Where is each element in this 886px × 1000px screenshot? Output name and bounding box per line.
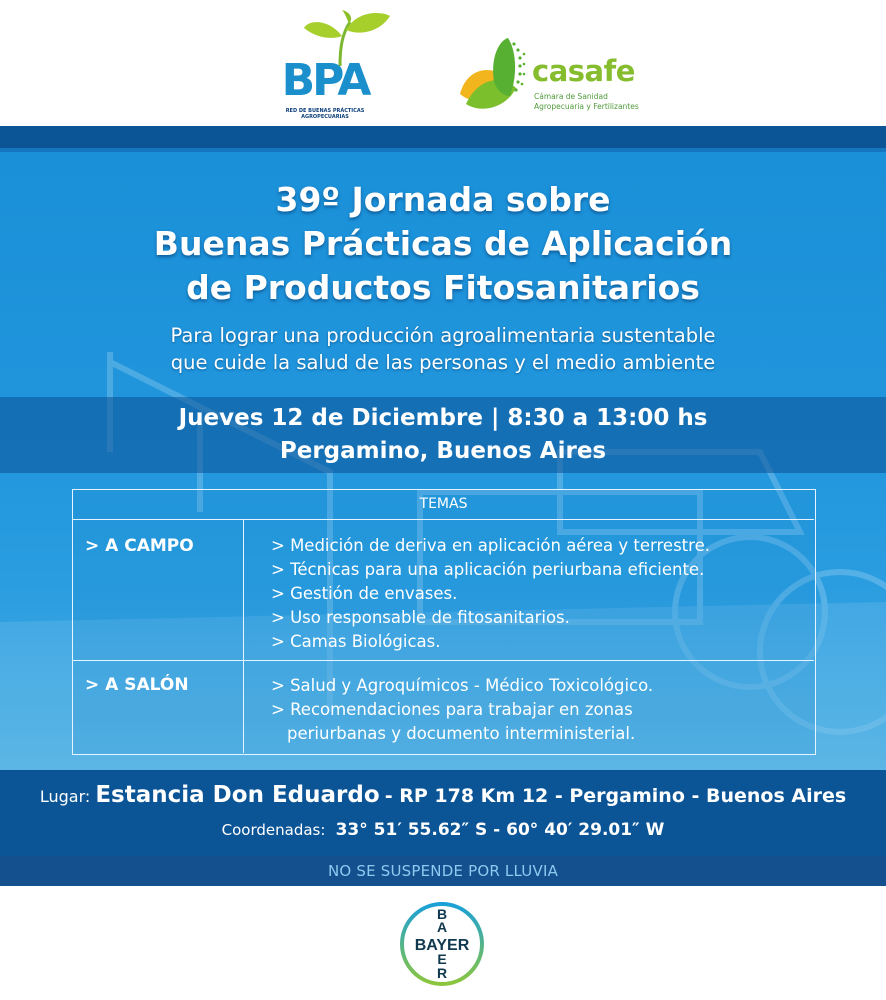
main-panel [0,152,886,770]
salon-topic-list [271,674,653,746]
list-item: > Técnicas para una aplicación periurbana eficiente. [271,560,705,579]
svg-text:R: R [436,965,448,981]
location-label: Lugar: [39,787,91,806]
campo-topic-list [271,534,710,654]
temas-table [72,489,816,755]
location-line [0,782,886,808]
logo-header [0,0,886,128]
subtitle-line-1: Para lograr una producción agroalimentaria sustentable [170,324,716,347]
svg-text:B: B [436,906,448,922]
row-divider [73,660,814,661]
event-city: Pergamino, Buenos Aires [279,438,607,464]
casafe-subtitle-line1: Cámara de Sanidad [534,92,608,101]
rain-notice: NO SE SUSPENDE POR LLUVIA [327,862,559,880]
title-line-1: 39º Jornada sobre [275,180,611,219]
casafe-leaf-icon [456,34,532,118]
list-item: > Camas Biológicas. [271,632,441,651]
list-item: > Uso responsable de fitosanitarios. [271,608,570,627]
venue-name: Estancia Don Eduardo [95,782,380,808]
title-line-2: Buenas Prácticas de Aplicación [153,224,733,263]
list-item: > Salud y Agroquímicos - Médico Toxicológico. [271,676,654,695]
bayer-logo [399,901,485,987]
svg-text:E: E [437,951,447,967]
casafe-wordmark: casafe [532,54,635,88]
category-a-campo: > A CAMPO [85,536,194,556]
bpa-subtitle: RED DE BUENAS PRÁCTICAS AGROPECUARIAS [285,108,365,120]
venue-address: - RP 178 Km 12 - Pergamino - Buenos Aires [384,785,847,807]
date-band [0,397,886,473]
title-line-3: de Productos Fitosanitarios [186,268,700,307]
coordinates-value: 33° 51′ 55.62″ S - 60° 40′ 29.01″ W [335,820,665,840]
subtitle-line-2: que cuide la salud de las personas y el medio ambiente [170,351,716,374]
list-item: > Recomendaciones para trabajar en zonas [271,700,633,719]
bpa-logo [266,8,394,120]
list-item: > Gestión de envases. [271,584,458,603]
casafe-subtitle [534,92,639,112]
svg-text:A: A [436,919,448,935]
bayer-horizontal-text: BAYER [414,937,470,954]
list-item: periurbanas y documento interministerial. [287,724,636,743]
casafe-logo [456,34,656,118]
column-divider [243,520,244,753]
coordinates-line [0,820,886,840]
category-a-salon: > A SALÓN [85,675,189,695]
list-item: > Medición de deriva en aplicación aérea y terrestre. [271,536,710,555]
bpa-wordmark: BPA [281,55,369,106]
casafe-subtitle-line2: Agropecuaria y Fertilizantes [534,102,639,111]
coordinates-label: Coordenadas: [221,821,326,839]
event-date-time: Jueves 12 de Diciembre | 8:30 a 13:00 hs [178,405,708,431]
temas-header: TEMAS [73,490,814,520]
